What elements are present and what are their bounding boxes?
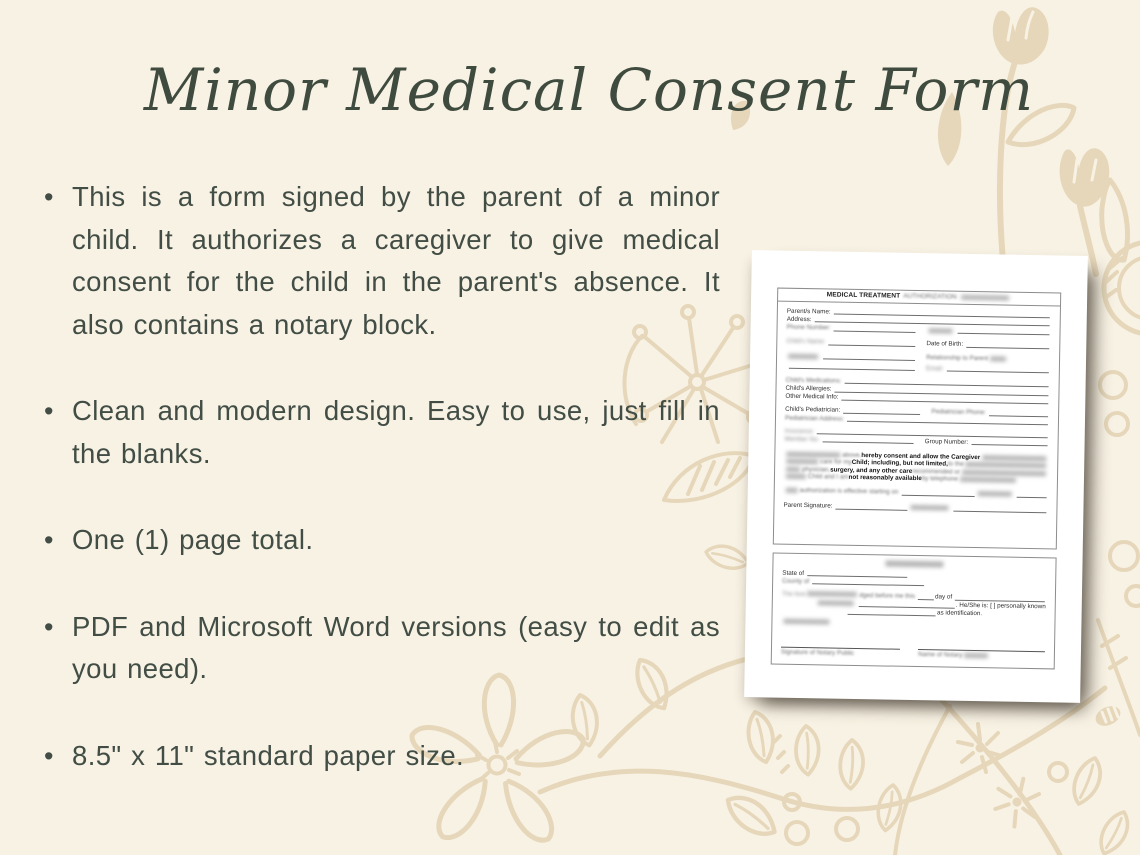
- field-label: Email:: [925, 364, 944, 373]
- fill-in-line: [966, 347, 1049, 349]
- field-label: Child's Medications:: [785, 376, 842, 385]
- notary-text: dged before me this: [859, 592, 916, 601]
- blurred-text: [962, 469, 1046, 475]
- blurred-text: [783, 619, 829, 625]
- bullet-icon: •: [44, 396, 54, 426]
- fill-in-line: [834, 330, 916, 332]
- form-title-bold: MEDICAL TREATMENT: [826, 291, 901, 300]
- field-label: Insurance:: [784, 427, 815, 435]
- consent-paragraph: [784, 451, 1048, 485]
- fill-in-line: [971, 444, 1048, 446]
- fill-in-line: [835, 509, 907, 511]
- field-label: State of: [782, 569, 805, 577]
- blurred-text: [962, 295, 1010, 301]
- notary-text: The fore: [781, 590, 806, 599]
- consent-text: above,: [842, 451, 862, 460]
- blurred-text: [982, 455, 1046, 461]
- blurred-text: [807, 592, 857, 598]
- field-label: Pediatrician Address:: [784, 414, 845, 423]
- notary-text: as identification.: [936, 609, 983, 618]
- consent-text: recommended or: [912, 467, 960, 476]
- fill-in-line: [989, 415, 1048, 417]
- field-label: Child's Pediatrician:: [785, 406, 841, 414]
- blurred-text: [885, 560, 943, 567]
- field-label: Member No:: [784, 435, 820, 444]
- fill-in-line: [822, 442, 913, 445]
- notary-text: . He/She is: [ ] personally known: [955, 601, 1046, 611]
- list-item: [44, 390, 720, 475]
- blurred-text: [929, 328, 953, 333]
- bullet-icon: •: [44, 182, 54, 212]
- field-label: Phone Number:: [786, 323, 831, 332]
- fill-in-line: [953, 511, 1046, 514]
- blurred-text: [786, 452, 840, 458]
- bullet-text: Clean and modern design. Easy to use, just fill in the blanks.: [72, 395, 720, 469]
- field-label: Parent/s Name:: [786, 307, 831, 316]
- list-item: [44, 519, 720, 562]
- blurred-text: [990, 356, 1006, 361]
- bullet-icon: •: [44, 525, 54, 555]
- field-label: Address:: [786, 315, 812, 323]
- consent-text: by telephone: [921, 475, 958, 483]
- notary-block: [771, 553, 1057, 670]
- blurred-text: [786, 487, 798, 492]
- bullet-text: This is a form signed by the parent of a minor child. It authorizes a caregiver to give medical consent for the child in the parent's absence. It also contains a notary block.: [72, 181, 720, 340]
- consent-text-bold: hereby consent and allow the Caregiver: [861, 452, 981, 462]
- blurred-text: [786, 459, 818, 465]
- bullet-text: PDF and Microsoft Word versions (easy to edit as you need).: [72, 610, 720, 684]
- bullet-icon: •: [44, 611, 54, 642]
- field-label: Child's Name:: [786, 337, 826, 346]
- bullet-icon: •: [44, 740, 54, 771]
- fill-in-line: [843, 413, 920, 415]
- blurred-text: [960, 477, 1016, 483]
- list-item: [44, 606, 720, 691]
- bullet-text: One (1) page total.: [72, 524, 314, 555]
- field-label: County of: [782, 577, 810, 585]
- blurred-text: [786, 466, 800, 471]
- consent-text: to the: [947, 461, 964, 469]
- form-title-rest: AUTHORIZATION: [903, 292, 957, 301]
- field-label: Date of Birth:: [926, 340, 964, 349]
- notary-text: day of: [934, 593, 953, 601]
- fill-in-line: [828, 344, 915, 347]
- blurred-text: [788, 354, 818, 360]
- feature-bullet-list: [44, 176, 720, 821]
- form-main-box: [773, 288, 1061, 550]
- blurred-text: [786, 474, 806, 479]
- consent-text: physician,: [802, 465, 831, 474]
- consent-text-bold: surgery, and any other care: [830, 466, 913, 475]
- consent-text-bold: not reasonably available: [848, 473, 922, 483]
- blurred-text: [818, 600, 854, 606]
- blurred-text: [978, 491, 1012, 497]
- field-label: Signature of Notary Public: [780, 649, 855, 658]
- field-label: Relationship to Parent: [926, 354, 989, 363]
- field-label: authorization is effective starting on: [799, 487, 899, 496]
- tulip-flowers-decoration: [731, 7, 1128, 274]
- field-label: Parent Signature:: [783, 502, 833, 510]
- fill-in-line: [958, 332, 1050, 335]
- blurred-text: [966, 462, 1047, 468]
- consent-text: Child and I am: [807, 473, 849, 481]
- consent-form-preview-page: [744, 250, 1088, 703]
- blurred-text: [964, 653, 988, 658]
- form-fields: [774, 302, 1060, 515]
- consent-text-bold: Child; including, but not limited,: [851, 459, 948, 469]
- list-item: [44, 735, 720, 778]
- field-label: Name of Notary: [918, 651, 963, 660]
- field-label: Child's Allergies:: [785, 384, 832, 393]
- fill-in-line: [823, 358, 915, 361]
- field-label: Group Number:: [924, 438, 969, 446]
- field-label: Pediatrician Phone:: [931, 408, 987, 417]
- notary-signature-row: [781, 647, 1045, 662]
- bullet-text: 8.5" x 11" standard paper size.: [72, 739, 465, 771]
- field-label: Other Medical Info:: [785, 392, 839, 401]
- page-title: Minor Medical Consent Form: [143, 56, 1035, 124]
- list-item: [44, 176, 720, 346]
- consent-text: care for my: [820, 458, 852, 467]
- blurred-text: [910, 505, 948, 511]
